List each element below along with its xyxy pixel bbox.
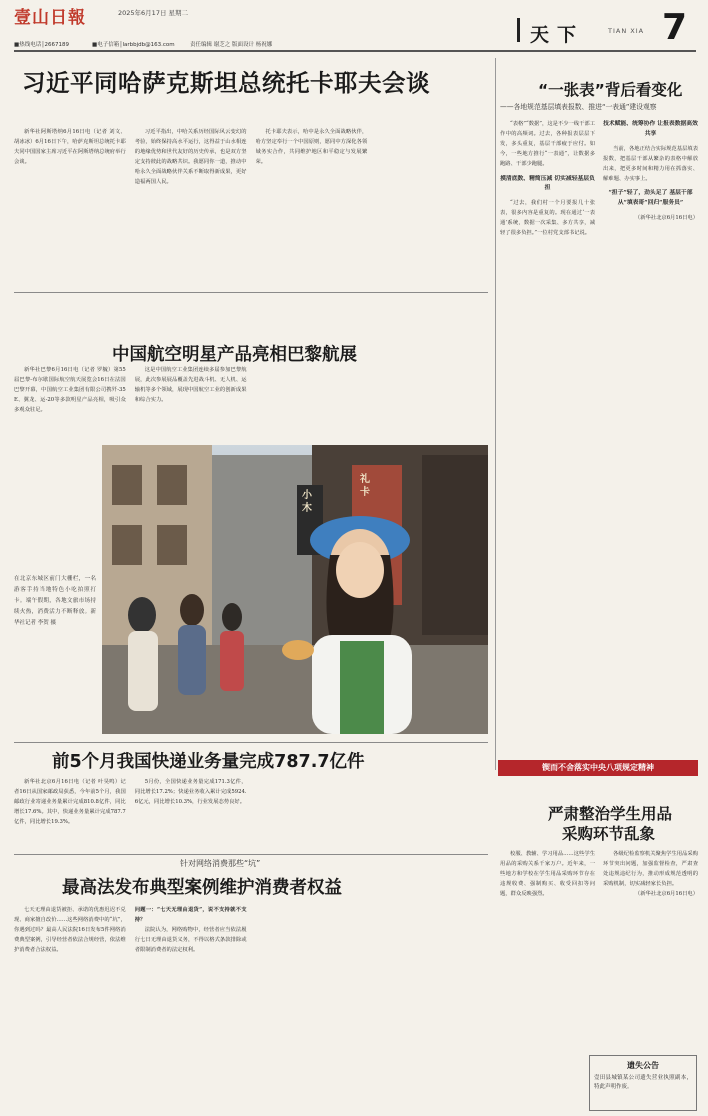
article-2-byline: （新华社北京6月16日电） xyxy=(634,215,698,222)
street-photo xyxy=(102,445,488,734)
section-pinyin: TIAN XIA xyxy=(608,27,645,35)
article-5-body xyxy=(14,906,488,1112)
lost-notice-title: 遗失公告 xyxy=(627,1061,659,1070)
article-2-para-1: “表格”“数据”，这是不少一线干部工作中的高频词。过去，各种报表层层下发，多头重复，基层干部疲于应付。如今，一些地方推行“一表通”，让数据多跑路、干部少跑腿。 xyxy=(500,121,595,167)
article-1-para-3: 托卡耶夫表示，哈中是永久全面战略伙伴，哈方坚定奉行一个中国原则，愿同中方深化各领域务实合作，共同维护地区和平稳定与发展繁荣。 xyxy=(255,129,368,165)
article-1-body xyxy=(14,128,488,278)
article-5-para-1: 七天无理由退货被拒、承诺的优惠迟迟不兑现、商家擅自改价……这些网络消费中的“坑”，你遇到过吗？最高人民法院16日发布5件网络消费典型案例，引导经营者依法合规经营，依法维护消费者合法权益。 xyxy=(14,907,126,953)
article-1-para-1: 新华社阿斯塔纳6月16日电（记者 刘文、胡冰冰）6月16日下午，哈萨克斯坦总统托卡耶夫同中国国家主席习近平在阿斯塔纳总统府举行会谈。 xyxy=(14,129,126,165)
article-2-body xyxy=(500,120,698,750)
article-4-headline: 前5个月我国快递业务量完成787.7亿件 xyxy=(52,752,365,772)
article-1-para-2: 习近平指出，中哈关系历经国际风云变幻的考验，始终保持高水平运行，这得益于山水相连的地缘优势和世代友好的历史传承，也是双方坚定支持彼此的战略共识。我愿同你一道，推动中哈永久全面战略伙伴关系不断取得新成果，更好造福两国人民。 xyxy=(134,129,247,185)
article-6-headline-line-2: 采购环节乱象 xyxy=(562,825,656,843)
article-5-question-1: 问题一：“七天无理由退货”，说不支持就不支持？ xyxy=(134,907,247,923)
article-4-rule-top xyxy=(14,742,488,743)
article-4-body xyxy=(14,778,488,850)
section-bracket xyxy=(517,18,520,42)
article-4-para-2: 5月份，全国快递业务量完成171.3亿件，同比增长17.2%；快递业务收入累计完成5924.6亿元，同比增长10.3%，行业发展态势良好。 xyxy=(134,779,247,805)
article-3-headline: 中国航空明星产品亮相巴黎航展 xyxy=(112,345,357,365)
article-4-para-1: 新华社北京6月16日电（记者 叶昊鸣）记者16日从国家邮政局获悉，今年前5个月，我国邮政行业寄递业务量累计完成810.8亿件，同比增长17.6%。其中，快递业务量累计完成787.7亿件，同比增长19.3%。 xyxy=(14,779,126,825)
contact-email: ■电子信箱│larbbjdb@163.com xyxy=(92,42,175,48)
page-number: 7 xyxy=(662,7,688,48)
lost-notice-body: 壹田县城镇某公司遗失营业执照副本，特此声明作废。 xyxy=(594,1075,692,1090)
article-2-headline: “一张表”背后看变化 xyxy=(538,81,683,99)
article-6-body xyxy=(500,850,698,1048)
article-1-rule xyxy=(14,292,488,293)
article-2-subtitle: ——各地规范基层填表报数、推进“一表通”建设观察 xyxy=(500,103,657,111)
article-3-para-2: 这是中国航空工业集团连续多届参加巴黎航展，此次参展展品覆盖先进战斗机、无人机、运输机等多个领域，展现中国航空工业的创新成果和综合实力。 xyxy=(134,367,247,403)
article-6-byline: （新华社北京6月16日电） xyxy=(634,890,698,897)
column-divider xyxy=(495,58,496,770)
article-5-kicker: 针对网络消费那些“坑” xyxy=(180,859,261,868)
article-6-headline-line-1: 严肃整治学生用品 xyxy=(548,805,673,823)
photo-illustration xyxy=(102,445,488,734)
contact-hotline: ■热线电话│2667189 xyxy=(14,42,70,48)
photo-caption: 在北京东城区前门大栅栏，一名游客手持当地特色小吃拍照打卡。端午假期，各地文旅市场持续火热，消费活力不断释放。新华社记者 李贺 摄 xyxy=(14,576,96,626)
article-2-subhead-1: 摸清底数、精简压减 切实减轻基层负担 xyxy=(500,175,595,192)
article-5-para-2: 法院认为，网络购物中，经营者应当依法履行七日无理由退货义务，不得以格式条款排除或者限制消费者的法定权利。 xyxy=(134,926,247,953)
article-6-para-2: 各级纪检监察机关聚焦学生用品采购环节突出问题，加强监督检查，严肃查处违规违纪行为，推动形成规范透明的采购机制，切实减轻家长负担。 xyxy=(603,851,698,887)
shop-sign-1: 小 木 xyxy=(302,490,312,514)
article-6-para-1: 校服、教辅、学习用品……这些学生用品的采购关系千家万户。近年来，一些地方和学校在学生用品采购环节存在违规收费、强制购买、收受回扣等问题，群众反映强烈。 xyxy=(500,851,595,897)
article-5-rule-top xyxy=(14,854,488,855)
campaign-banner xyxy=(498,760,698,776)
article-2-subhead-2: 技术赋能、统筹协作 让报表数据高效共享 xyxy=(603,121,698,137)
article-1-headline: 习近平同哈萨克斯坦总统托卡耶夫会谈 xyxy=(22,69,430,97)
shop-sign-2: 礼 卡 xyxy=(360,474,370,498)
article-2-subhead-3: “担子”轻了，劲头足了 基层干部从“填表哥”回归“服务员” xyxy=(608,190,693,207)
page-editors: 责任编辑 谢芝之 版面设计 杨祝娜 xyxy=(190,42,273,48)
section-name: 天下 xyxy=(530,24,585,46)
article-3-body xyxy=(14,366,488,444)
campaign-banner-text: 锲而不舍落实中央八项规定精神 xyxy=(542,763,654,772)
issue-date: 2025年6月17日 星期二 xyxy=(118,9,189,17)
article-2-para-3: 当前，各地正结合实际规范基层填表报数，把基层干部从繁杂的表格中解放出来，把更多时间和精力用在抓落实、解难题、办实事上。 xyxy=(603,145,698,182)
article-2-para-2: “过去，我们村一个月要报几十张表，很多内容是重复的。现在通过‘一表通’系统，数据一次采集、多方共享，减轻了很多负担。”一位村党支部书记说。 xyxy=(500,200,595,237)
article-5-headline: 最高法发布典型案例维护消费者权益 xyxy=(62,878,342,898)
article-3-para-1: 新华社巴黎6月16日电（记者 罗毓）第55届巴黎-布尔歇国际航空航天展览会16日在法国巴黎开幕，中国航空工业集团有限公司携歼-35E、翼龙、运-20等多款明星产品亮相，吸引众多观众驻足。 xyxy=(14,367,126,413)
newspaper-logo: 壹山日報 xyxy=(14,8,86,28)
header-rule xyxy=(14,50,696,52)
lost-notice-box xyxy=(589,1055,697,1111)
